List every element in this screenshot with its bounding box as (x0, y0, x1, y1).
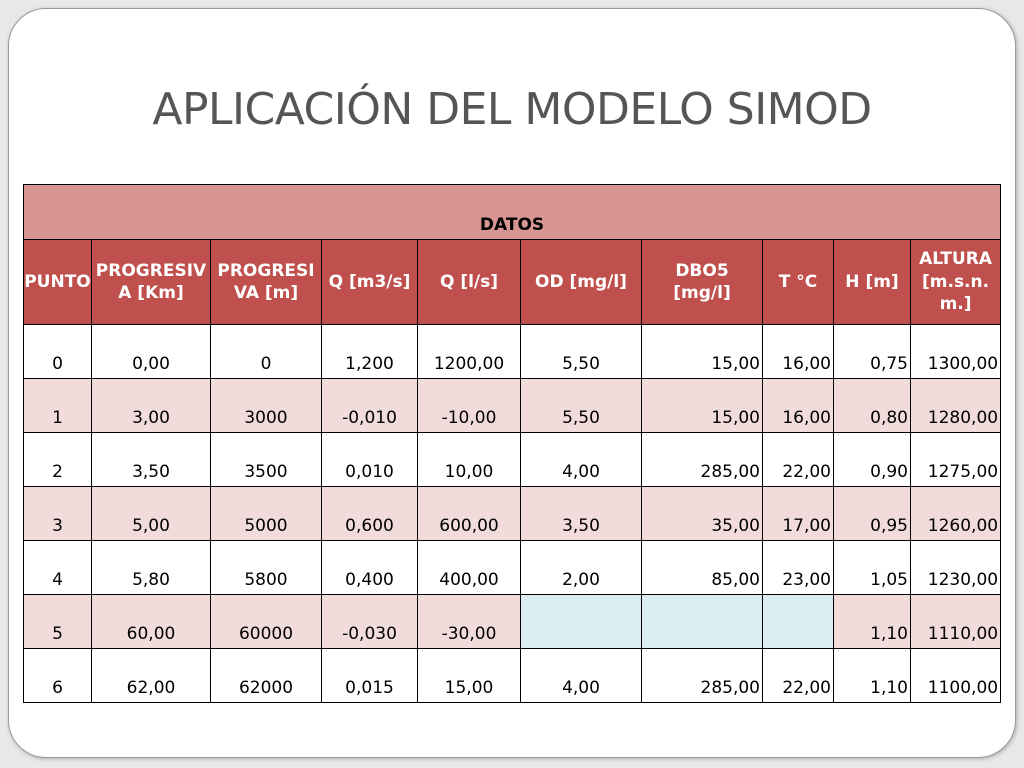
table-cell: 1300,00 (911, 325, 1001, 379)
table-cell: 0,015 (322, 649, 418, 703)
table-cell: 1200,00 (418, 325, 521, 379)
table-cell: 10,00 (418, 433, 521, 487)
table-cell: 0,00 (92, 325, 211, 379)
table-cell: 5,80 (92, 541, 211, 595)
table-group-header: DATOS (24, 185, 1001, 240)
table-cell: 3 (24, 487, 92, 541)
table-cell: -30,00 (418, 595, 521, 649)
table-header-row (24, 240, 1001, 325)
table-cell: 0,400 (322, 541, 418, 595)
table-row (24, 487, 1001, 541)
table-cell: 60000 (211, 595, 322, 649)
table-cell: 4,00 (521, 433, 642, 487)
table-cell: 0,010 (322, 433, 418, 487)
column-header: PROGRESIVA [Km] (92, 240, 211, 325)
table-cell: 1110,00 (911, 595, 1001, 649)
table-cell: 1100,00 (911, 649, 1001, 703)
table-row (24, 595, 1001, 649)
table-cell: 400,00 (418, 541, 521, 595)
table-cell: 5,50 (521, 379, 642, 433)
table-cell: 22,00 (763, 433, 834, 487)
table-cell: 1,05 (834, 541, 911, 595)
table-row (24, 649, 1001, 703)
table-cell: 1280,00 (911, 379, 1001, 433)
table-cell: 23,00 (763, 541, 834, 595)
table-cell: 62,00 (92, 649, 211, 703)
table-cell: 62000 (211, 649, 322, 703)
table-cell: 15,00 (418, 649, 521, 703)
table-cell: 0,90 (834, 433, 911, 487)
table-cell: 6 (24, 649, 92, 703)
table-cell: 1 (24, 379, 92, 433)
table-cell: 3000 (211, 379, 322, 433)
table-cell: 2,00 (521, 541, 642, 595)
table-cell: 285,00 (642, 433, 763, 487)
table-cell: 3,50 (521, 487, 642, 541)
table-cell: 2 (24, 433, 92, 487)
column-header: PUNTO (24, 240, 92, 325)
table-cell: 1230,00 (911, 541, 1001, 595)
table-cell: 5800 (211, 541, 322, 595)
column-header: Q [m3/s] (322, 240, 418, 325)
table-cell: -0,010 (322, 379, 418, 433)
table-cell: 60,00 (92, 595, 211, 649)
table-cell: 16,00 (763, 379, 834, 433)
table-row (24, 379, 1001, 433)
table-cell: 16,00 (763, 325, 834, 379)
table-cell: 600,00 (418, 487, 521, 541)
table-cell: 1,200 (322, 325, 418, 379)
table-cell (763, 595, 834, 649)
data-table (23, 184, 1001, 703)
table-cell: 0,75 (834, 325, 911, 379)
table-cell (521, 595, 642, 649)
table-cell: 22,00 (763, 649, 834, 703)
table-cell: 285,00 (642, 649, 763, 703)
column-header: ALTURA [m.s.n.m.] (911, 240, 1001, 325)
table-cell: 15,00 (642, 325, 763, 379)
table-cell: 15,00 (642, 379, 763, 433)
table-cell: 85,00 (642, 541, 763, 595)
table-row (24, 325, 1001, 379)
table-row (24, 541, 1001, 595)
table-cell: 0,95 (834, 487, 911, 541)
table-cell: 5 (24, 595, 92, 649)
table-cell: 0 (24, 325, 92, 379)
column-header: H [m] (834, 240, 911, 325)
table-cell: 1275,00 (911, 433, 1001, 487)
column-header: OD [mg/l] (521, 240, 642, 325)
column-header: PROGRESIVA [m] (211, 240, 322, 325)
table-cell: 0,80 (834, 379, 911, 433)
table-cell: -0,030 (322, 595, 418, 649)
table-cell: 1,10 (834, 595, 911, 649)
table-cell: 5,00 (92, 487, 211, 541)
table-cell: 1260,00 (911, 487, 1001, 541)
table-cell: -10,00 (418, 379, 521, 433)
table-row (24, 433, 1001, 487)
column-header: T °C (763, 240, 834, 325)
column-header: DBO5 [mg/l] (642, 240, 763, 325)
column-header: Q [l/s] (418, 240, 521, 325)
page-title: APLICACIÓN DEL MODELO SIMOD (152, 84, 872, 135)
table-cell: 17,00 (763, 487, 834, 541)
table-cell: 4,00 (521, 649, 642, 703)
table-body (24, 325, 1001, 703)
table-cell: 4 (24, 541, 92, 595)
table-cell: 0 (211, 325, 322, 379)
table-cell: 5,50 (521, 325, 642, 379)
table-cell: 3,00 (92, 379, 211, 433)
table-cell: 5000 (211, 487, 322, 541)
table-cell: 3,50 (92, 433, 211, 487)
table-cell: 0,600 (322, 487, 418, 541)
table-cell: 35,00 (642, 487, 763, 541)
table-cell: 3500 (211, 433, 322, 487)
table-cell (642, 595, 763, 649)
table-cell: 1,10 (834, 649, 911, 703)
